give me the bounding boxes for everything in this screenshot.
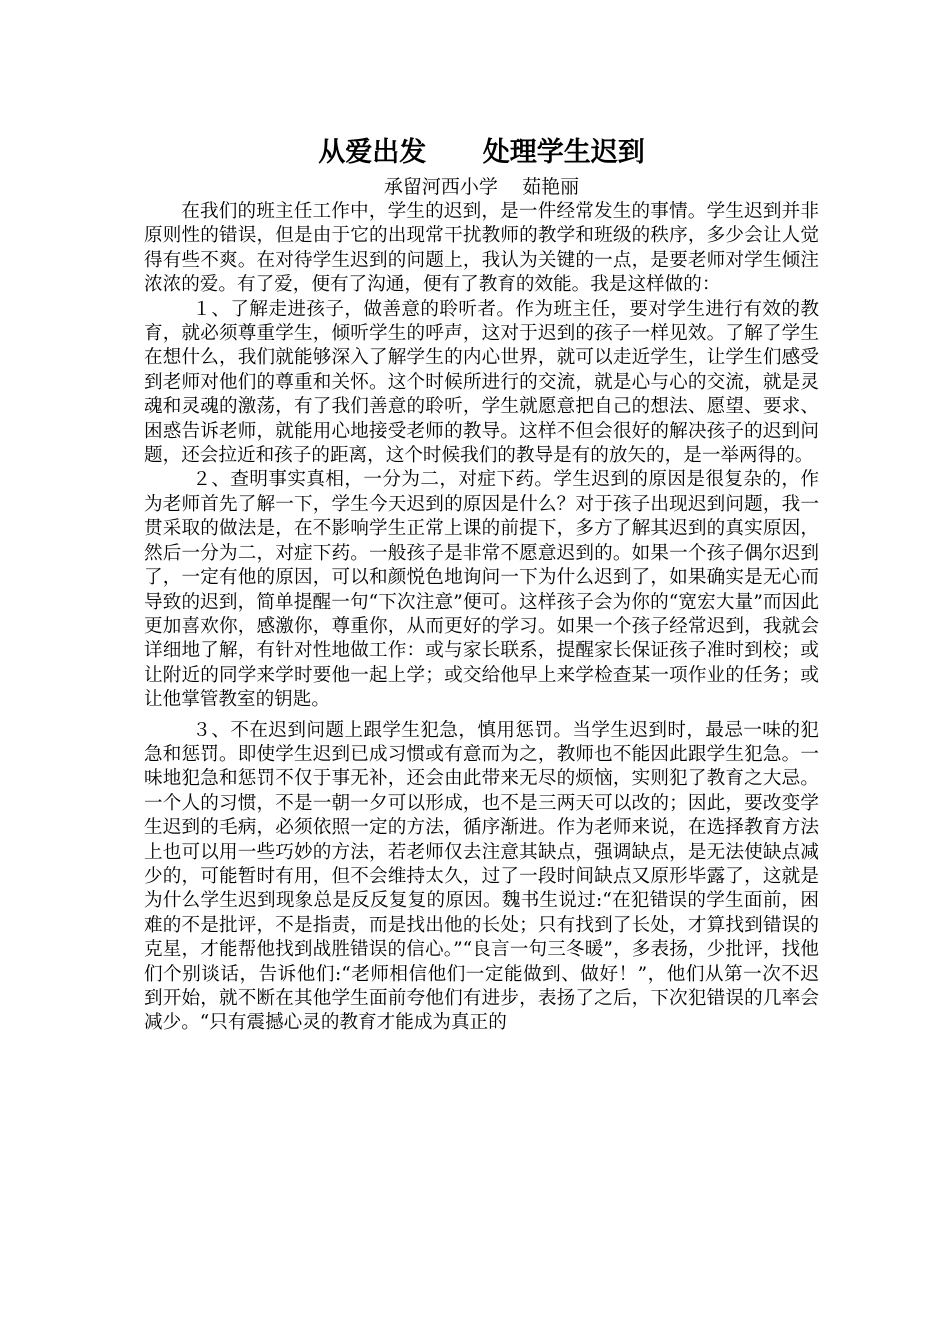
paragraph-intro: 在我们的班主任工作中，学生的迟到，是一件经常发生的事情。学生迟到并非原则性的错误，但是由于它的出现常干扰教师的教学和班级的秩序，多少会让人觉得有些不爽。在对待学生迟到的问题上，我认为关键的一点，是要老师对学生倾注浓浓的爱。有了爱，便有了沟通，便有了教育的效能。我是这样做的： [144, 201, 819, 296]
author-line: 承留河西小学 茹艳丽 [383, 176, 580, 198]
paragraph-point-1: １、了解走进孩子，做善意的聆听者。作为班主任，要对学生进行有效的教育，就必须尊重学生，倾听学生的呼声，这对于迟到的孩子一样见效。了解了学生在想什么，我们就能够深入了解学生的内心世界，就可以走近学生，让学生们感受到老师对他们的尊重和关怀。这个时候所进行的交流，就是心与心的交流，就是灵魂和灵魂的激荡，有了我们善意的聆听，学生就愿意把自己的想法、愿望、要求、困惑告诉老师，就能用心地接受老师的教导。这样不但会很好的解决孩子的迟到问题，还会拉近和孩子的距离，这个时候我们的教导是有的放矢的，是一举两得的。 [144, 298, 819, 467]
article-title: 从爱出发 处理学生迟到 [318, 137, 645, 168]
document-page [144, 136, 819, 1036]
paragraph-point-3: ３、不在迟到问题上跟学生犯急，慎用惩罚。当学生迟到时，最忌一味的犯急和惩罚。即使学生迟到已成习惯或有意而为之，教师也不能因此跟学生犯急。一味地犯急和惩罚不仅于事无补，还会由此带来无尽的烦恼，实则犯了教育之大忌。一个人的习惯，不是一朝一夕可以形成，也不是三两天可以改的；因此，要改变学生迟到的毛病，必须依照一定的方法，循序渐进。作为老师来说，在选择教育方法上也可以用一些巧妙的方法，若老师仅去注意其缺点，强调缺点，是无法使缺点减少的，可能暂时有用，但不会维持太久，过了一段时间缺点又原形毕露了，这就是为什么学生迟到现象总是反反复复的原因。魏书生说过:“在犯错误的学生面前，困难的不是批评，不是指责，而是找出他的长处；只有找到了长处，才算找到错误的克星，才能帮他找到战胜错误的信心。”“良言一句三冬暖”，多表扬，少批评，找他们个别谈话，告诉他们:“老师相信他们一定能做到、做好！”，他们从第一次不迟到开始，就不断在其他学生面前夸他们有进步，表扬了之后，下次犯错误的几率会减少。“只有震撼心灵的教育才能成为真正的 [144, 719, 819, 1034]
paragraph-point-2: ２、查明事实真相，一分为二，对症下药。学生迟到的原因是很复杂的，作为老师首先了解一下，学生今天迟到的原因是什么？对于孩子出现迟到问题，我一贯采取的做法是，在不影响学生正常上课的前提下，多方了解其迟到的真实原因，然后一分为二，对症下药。一般孩子是非常不愿意迟到的。如果一个孩子偶尔迟到了，一定有他的原因，可以和颜悦色地询问一下为什么迟到了，如果确实是无心而导致的迟到，简单提醒一句“下次注意”便可。这样孩子会为你的“宽宏大量”而因此更加喜欢你，感激你，尊重你，从而更好的学习。如果一个孩子经常迟到，我就会详细地了解，有针对性地做工作：或与家长联系，提醒家长保证孩子准时到校；或让附近的同学来学时要他一起上学；或交给他早上来学检查某一项作业的任务；或让他掌管教室的钥匙。 [144, 469, 819, 711]
